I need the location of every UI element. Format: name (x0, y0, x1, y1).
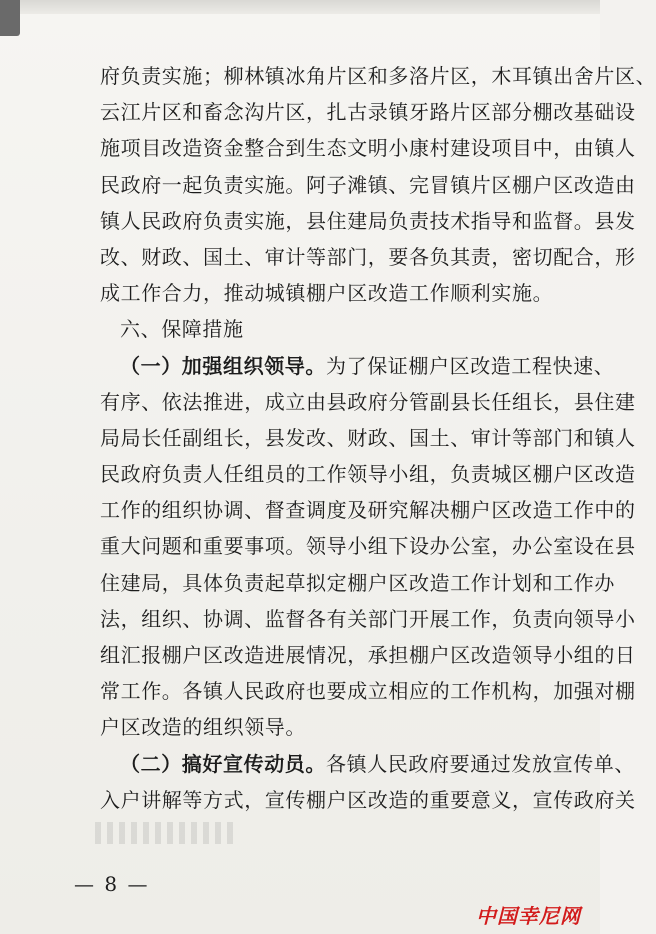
text-line: 民政府一起负责实施。阿子滩镇、完冒镇片区棚户区改造由 (100, 172, 636, 197)
text-line: 镇人民政府负责实施，县住建局负责技术指导和监督。县发 (100, 208, 636, 233)
text-line: 府负责实施；柳林镇冰角片区和多洛片区，木耳镇出舍片区、 (100, 64, 656, 88)
paragraph-1-first-text: 为了保证棚户区改造工程快速、 (326, 353, 615, 378)
paragraph-2-first-text: 各镇人民政府要通过发放宣传单、 (326, 751, 635, 776)
text-line: 法，组织、协调、监督各有关部门开展工作，负责向领导小 (100, 606, 636, 631)
paragraph-2-first-line (100, 746, 635, 782)
site-watermark: 中国幸尼网 (476, 904, 581, 928)
text-line: 组汇报棚户区改造进展情况，承担棚户区改造领导小组的日 (100, 643, 636, 667)
text-line: 入户讲解等方式，宣传棚户区改造的重要意义，宣传政府关 (100, 787, 636, 812)
text-line: 有序、依法推进，成立由县政府分管副县长任组长，县住建 (100, 389, 636, 414)
text-line: 成工作合力，推动城镇棚户区改造工作顺利实施。 (100, 281, 554, 306)
text-line: 住建局，具体负责起草拟定棚户区改造工作计划和工作办 (100, 570, 615, 595)
page-number: — 8 — (74, 872, 150, 896)
text-line: 户区改造的组织领导。 (100, 715, 306, 740)
paragraph-1-heading: （一）加强组织领导。 (120, 353, 326, 378)
text-line: 民政府负责人任组员的工作领导小组，负责城区棚户区改造 (100, 462, 636, 487)
section-heading: 六、保障措施 (120, 317, 244, 342)
scan-corner-mark (0, 0, 20, 36)
show-through-bleed (95, 822, 235, 844)
text-line: 重大问题和重要事项。领导小组下设办公室，办公室设在县 (100, 534, 636, 559)
body-text (100, 58, 656, 818)
paragraph-2-heading: （二）搞好宣传动员。 (120, 751, 326, 776)
text-line: 工作的组织协调、督查调度及研究解决棚户区改造工作中的 (100, 498, 636, 523)
text-line: 云江片区和畜念沟片区，扎古录镇牙路片区部分棚改基础设 (100, 100, 636, 125)
paragraph-1-first-line (100, 348, 615, 384)
text-line: 局局长任副组长，县发改、财政、国土、审计等部门和镇人 (100, 425, 636, 450)
text-line: 改、财政、国土、审计等部门，要各负其责，密切配合，形 (100, 244, 636, 269)
scan-top-edge (0, 0, 600, 14)
text-line: 常工作。各镇人民政府也要成立相应的工作机构，加强对棚 (100, 679, 636, 704)
text-line: 施项目改造资金整合到生态文明小康村建设项目中，由镇人 (100, 136, 636, 161)
